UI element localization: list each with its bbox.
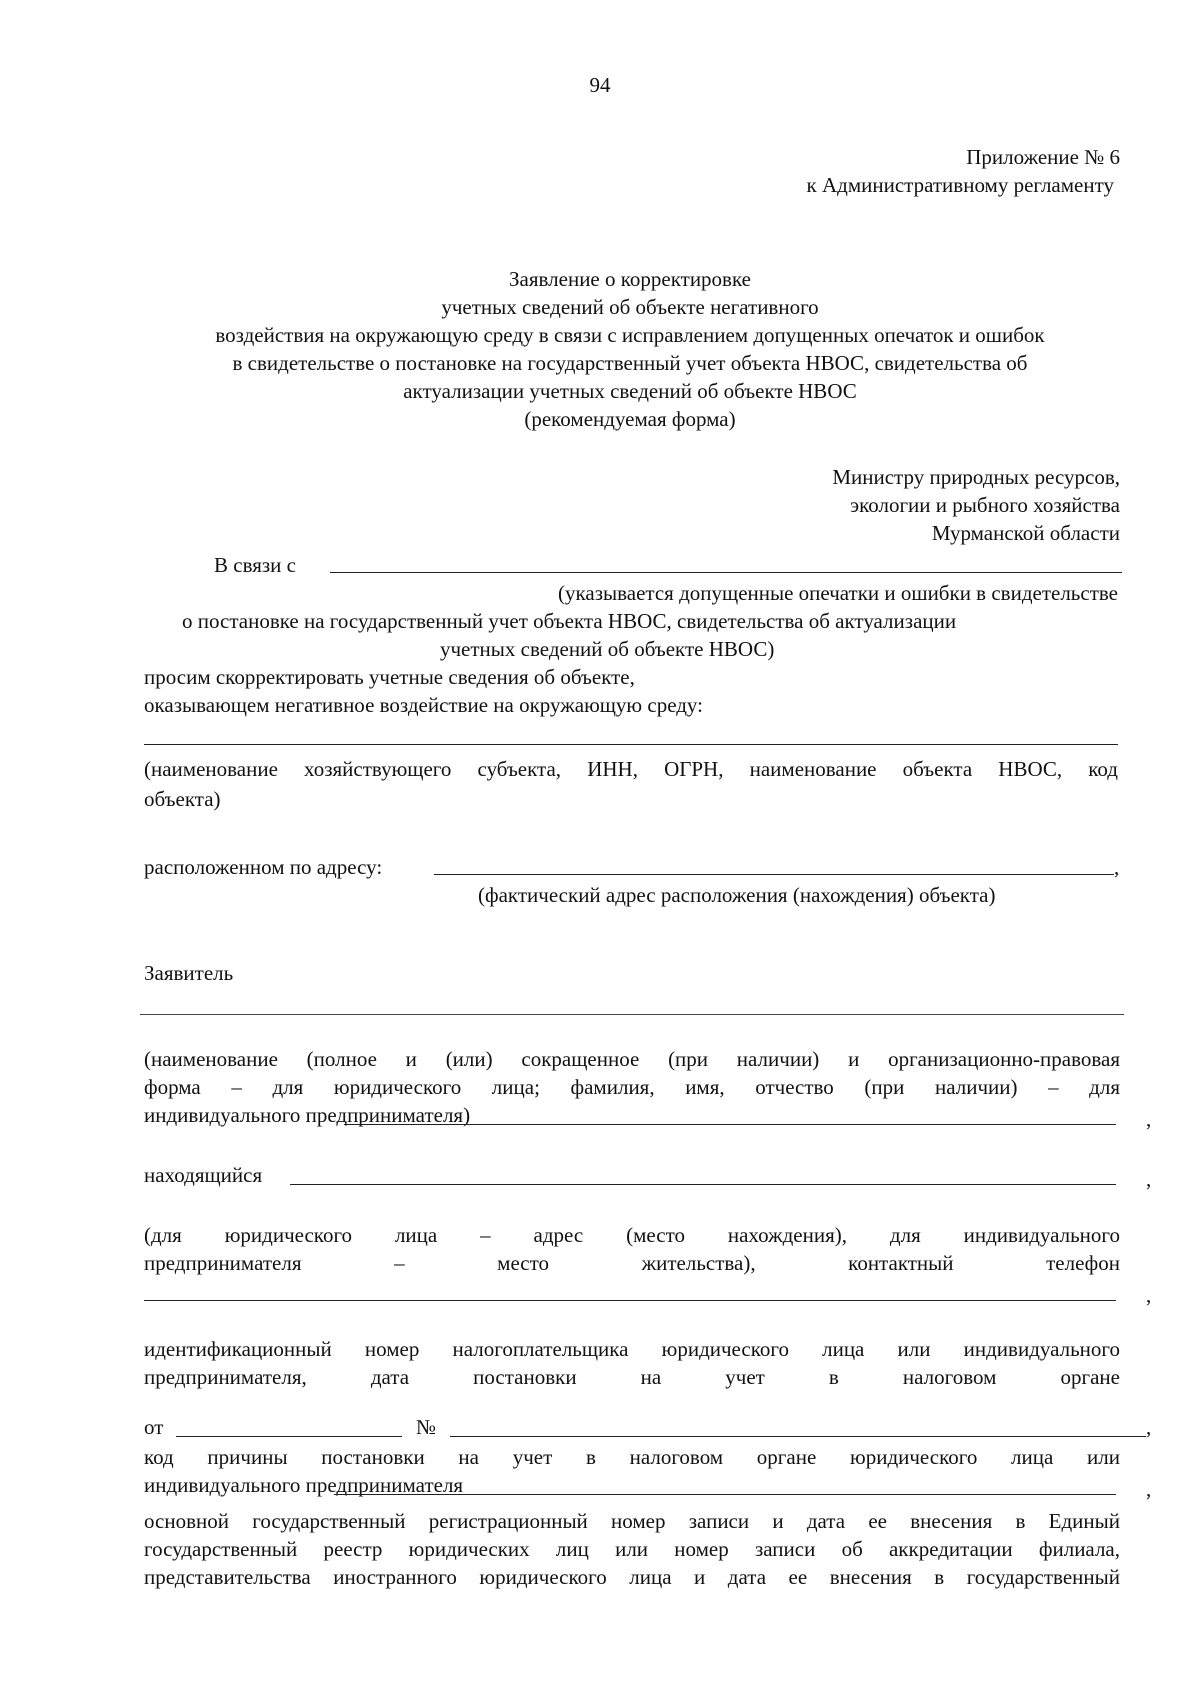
kpp-field[interactable] <box>334 1494 1116 1495</box>
located-hint-line1: (для юридического лица – адрес (место нахождения), для индивидуального <box>144 1223 1120 1247</box>
address-hint: (фактический адрес расположения (нахождения) объекта) <box>478 883 996 907</box>
located-comma: , <box>1146 1167 1152 1191</box>
number-label: № <box>416 1415 437 1439</box>
address-comma: , <box>1114 855 1120 879</box>
entity-hint-line1: (наименование хозяйствующего субъекта, ИНН, ОГРН, наименование объекта НВОС, код <box>144 757 1118 781</box>
addressee-line3: Мурманской области <box>931 521 1120 545</box>
in-connection-hint1: (указывается допущенные опечатки и ошибки в свидетельстве <box>558 581 1118 605</box>
contact-comma: , <box>1146 1283 1152 1307</box>
from-row-comma: , <box>1146 1415 1152 1439</box>
in-connection-hint3: учетных сведений об объекте НВОС) <box>440 637 775 661</box>
in-connection-field[interactable] <box>330 572 1122 573</box>
ogrn-line1: основной государственный регистрационный номер записи и дата ее внесения в Единый <box>144 1509 1120 1533</box>
applicant-hint-line1: (наименование (полное и (или) сокращенное (при наличии) и организационно-правовая <box>144 1047 1120 1071</box>
entity-hint-line2: объекта) <box>144 787 221 811</box>
contact-field[interactable] <box>144 1300 1116 1301</box>
in-connection-hint2: о постановке на государственный учет объекта НВОС, свидетельства об актуализации <box>182 609 957 633</box>
kpp-comma: , <box>1146 1477 1152 1501</box>
form-title-line2: учетных сведений об объекте негативного <box>441 295 819 319</box>
appendix-regulation: к Административному регламенту <box>806 173 1114 197</box>
kpp-line1: код причины постановки на учет в налоговом органе юридического лица или <box>144 1445 1120 1469</box>
applicant-label: Заявитель <box>144 961 234 985</box>
request-line1: просим скорректировать учетные сведения об объекте, <box>144 665 635 689</box>
kpp-line2: индивидуального предпринимателя <box>144 1473 464 1497</box>
from-label: от <box>144 1415 164 1439</box>
inn-line1: идентификационный номер налогоплательщика юридического лица или индивидуального <box>144 1337 1120 1361</box>
applicant-hint-line3: индивидуального предпринимателя) <box>144 1103 471 1127</box>
applicant-field[interactable] <box>140 1014 1124 1015</box>
applicant-comma: , <box>1146 1107 1152 1131</box>
located-field[interactable] <box>290 1184 1116 1185</box>
form-title-line5: актуализации учетных сведений об объекте НВОС <box>403 379 857 403</box>
applicant-hint-line2: форма – для юридического лица; фамилия, имя, отчество (при наличии) – для <box>144 1075 1120 1099</box>
addressee-line2: экологии и рыбного хозяйства <box>850 493 1120 517</box>
applicant-name-field[interactable] <box>344 1124 1116 1125</box>
form-title-line3: воздействия на окружающую среду в связи с исправлением допущенных опечаток и ошибок <box>215 323 1045 347</box>
in-connection-label: В связи с <box>214 553 296 577</box>
registration-date-field[interactable] <box>176 1436 402 1437</box>
ogrn-line3: представительства иностранного юридического лица и дата ее внесения в государственный <box>144 1565 1120 1589</box>
located-label: находящийся <box>144 1163 263 1187</box>
address-label: расположенном по адресу: <box>144 855 383 879</box>
registration-number-field[interactable] <box>450 1436 1146 1437</box>
form-title-line4: в свидетельстве о постановке на государственный учет объекта НВОС, свидетельства об <box>232 351 1028 375</box>
form-title-line1: Заявление о корректировке <box>509 267 751 291</box>
form-subtitle: (рекомендуемая форма) <box>524 407 736 431</box>
request-line2: оказывающем негативное воздействие на окружающую среду: <box>144 693 703 717</box>
appendix-number: Приложение № 6 <box>966 145 1120 169</box>
entity-field[interactable] <box>144 744 1118 745</box>
address-field[interactable] <box>434 874 1114 875</box>
addressee-line1: Министру природных ресурсов, <box>832 465 1120 489</box>
inn-line2: предпринимателя, дата постановки на учет в налоговом органе <box>144 1365 1120 1389</box>
ogrn-line2: государственный реестр юридических лиц или номер записи об аккредитации филиала, <box>144 1537 1120 1561</box>
located-hint-line2: предпринимателя – место жительства), контактный телефон <box>144 1251 1120 1275</box>
page-number: 94 <box>589 73 611 97</box>
